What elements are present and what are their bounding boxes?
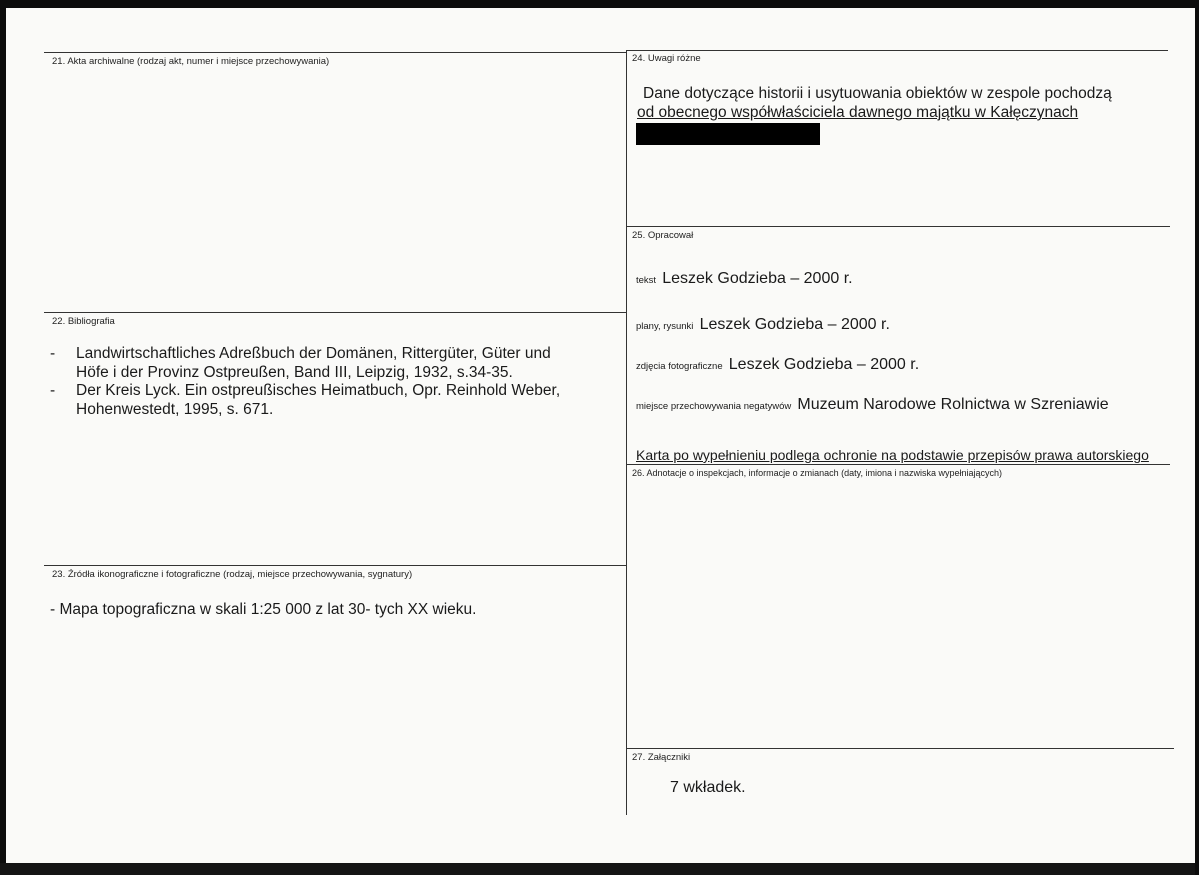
list-item <box>50 382 620 419</box>
author-photos-value: Leszek Godzieba – 2000 r. <box>728 356 920 373</box>
rule-24-top <box>626 50 1168 51</box>
remarks-line: Dane dotyczące historii i usytuowania obiektów w zespole pochodzą <box>643 85 1112 102</box>
author-photos-prefix: zdjęcia fotograficzne <box>636 361 723 372</box>
scan-border-top <box>0 0 1199 8</box>
section-21-label: 21. Akta archiwalne (rodzaj akt, numer i miejsce przechowywania) <box>52 56 330 67</box>
rule-27-top <box>626 748 1174 749</box>
author-plans-value: Leszek Godzieba – 2000 r. <box>699 316 890 333</box>
section-22-label: 22. Bibliografia <box>52 316 115 327</box>
section-24-label: 24. Uwagi różne <box>632 53 701 64</box>
column-divider <box>626 50 627 815</box>
author-photos-row <box>636 356 919 376</box>
iconographic-source-text: - Mapa topograficzna w skali 1:25 000 z lat 30- tych XX wieku. <box>50 601 477 618</box>
author-text-prefix: tekst <box>636 275 657 286</box>
form-sheet <box>6 8 1195 863</box>
remarks-line: od obecnego współwłaściciela dawnego majątku w Kałęczynach <box>637 104 1079 121</box>
bibliography-line: Hohenwestedt, 1995, s. 671. <box>76 400 274 418</box>
rule-26-top <box>626 464 1170 465</box>
negatives-storage-row <box>636 396 1109 416</box>
rule-23-top <box>44 565 626 566</box>
section-25-label: 25. Opracował <box>632 230 694 241</box>
section-23-label: 23. Źródła ikonograficzne i fotograficzne (rodzaj, miejsce przechowywania, sygnatury) <box>52 569 413 580</box>
bibliography-line: Landwirtschaftliches Adreßbuch der Domänen, Rittergüter, Güter und <box>76 345 551 362</box>
author-plans-prefix: plany, rysunki <box>636 321 694 332</box>
author-text-value: Leszek Godzieba – 2000 r. <box>662 270 853 287</box>
scan-border-bottom <box>0 863 1199 875</box>
copyright-notice: Karta po wypełnieniu podlega ochronie na podstawie przepisów prawa autorskiego <box>636 447 1149 463</box>
section-27-label: 27. Załączniki <box>632 752 691 763</box>
bibliography-line: Höfe i der Provinz Ostpreußen, Band III, Leipzig, 1932, s.34-35. <box>76 363 513 381</box>
attachments-count: 7 wkładek. <box>670 779 746 796</box>
list-item <box>50 345 620 382</box>
bibliography-line: Der Kreis Lyck. Ein ostpreußisches Heimatbuch, Opr. Reinhold Weber, <box>76 382 561 399</box>
scan-border-right <box>1195 0 1199 875</box>
negatives-storage-prefix: miejsce przechowywania negatywów <box>636 401 792 412</box>
negatives-storage-value: Muzeum Narodowe Rolnictwa w Szreniawie <box>797 396 1109 413</box>
redaction-bar <box>636 123 820 145</box>
rule-25-top <box>626 226 1170 227</box>
author-plans-row <box>636 316 890 336</box>
list-bullet: - <box>50 382 56 399</box>
bibliography-list <box>50 345 620 419</box>
rule-21-top <box>44 52 626 53</box>
list-bullet: - <box>50 345 56 362</box>
author-text-row <box>636 270 853 290</box>
remarks-text <box>637 84 1112 122</box>
rule-22-top <box>44 312 626 313</box>
section-26-label: 26. Adnotacje o inspekcjach, informacje o zmianach (daty, imiona i nazwiska wypełniających) <box>632 468 1003 478</box>
